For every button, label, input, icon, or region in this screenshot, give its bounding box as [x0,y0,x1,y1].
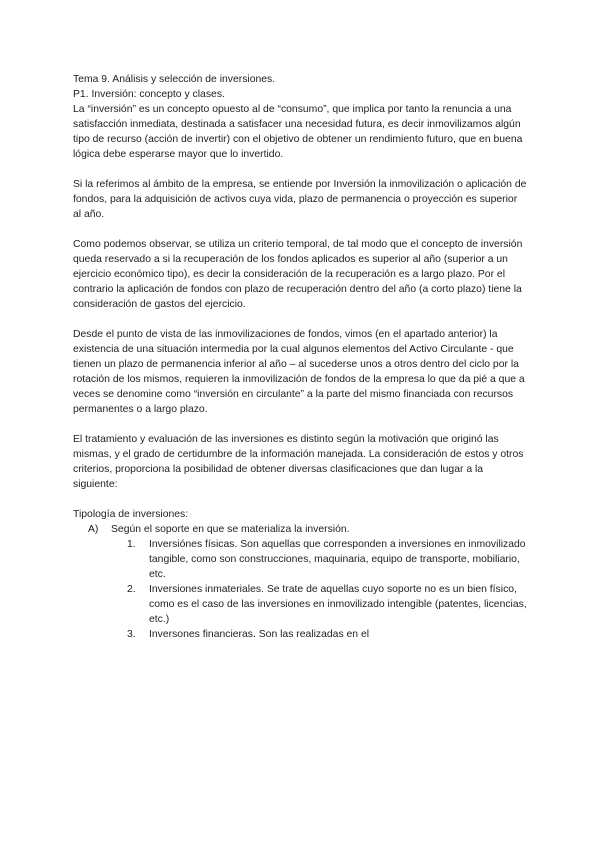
list-item [73,627,528,642]
paragraph: Desde el punto de vista de las inmovilizaciones de fondos, vimos (en el apartado anterior) la existencia de una situación intermedia por la cual algunos elementos del Activo Circulante - que tienen un plazo de permanencia inferior al año – al sucederse unos a otros dentro del ciclo por la rotación de los mismos, requieren la inmovilización de fondos de la empresa lo que da pié a que a veces se denomine como “inversión en circulante” a la parte del mismo financiada con recursos permanentes o a largo plazo. [73,329,525,415]
paragraph: El tratamiento y evaluación de las inversiones es distinto según la motivación que originó las mismas, y el grado de certidumbre de la información manejada. La consideración de estos y otros criterios, proporciona la posibilidad de obtener diversas clasificaciones que dan lugar a la siguiente: [73,434,524,490]
list-item [73,537,528,582]
typology-list [73,522,528,537]
list-item [73,522,528,537]
list-item-text: Inversones financieras. Son las realizadas en el [149,629,370,640]
paragraph: Como podemos observar, se utiliza un criterio temporal, de tal modo que el concepto de inversión queda reservado a si la recuperación de los fondos aplicados es superior al año (superior a un ejercicio económico tipo), es decir la consideración de la recuperación es a largo plazo. Por el contrario la aplicación de fondos con plazo de recuperación dentro del año (a corto plazo) tiene la consideración de gastos del ejercicio. [73,239,523,310]
list-item [73,582,528,627]
document-body [73,72,528,642]
list-item-text: Inversiónes físicas. Son aquellas que corresponden a inversiones en inmovilizado tangible, como son construcciones, maquinaria, equipo de transporte, mobiliario, etc. [149,539,526,580]
paragraph: Si la referimos al ámbito de la empresa, se entiende por Inversión la inmovilización o aplicación de fondos, para la adquisición de activos cuya vida, plazo de permanencia o proyección es superior al año. [73,179,527,220]
list-marker: 1. [127,539,136,550]
numbered-list [73,537,528,642]
list-marker: 3. [127,629,136,640]
section-subtitle: P1. Inversión: concepto y clases. [73,89,225,100]
list-item-text: Según el soporte en que se materializa la inversión. [111,524,350,535]
paragraph: La “inversión” es un concepto opuesto al de “consumo”, que implica por tanto la renuncia a una satisfacción inmediata, destinada a satisfacer una necesidad futura, es decir inmovilizamos algún tipo de recurso (acción de invertir) con el objetivo de obtener un rendimiento futuro, que en buena lógica debe esperarse mayor que lo invertido. [73,104,523,160]
list-item-text: Inversiones inmateriales. Se trate de aquellas cuyo soporte no es un bien físico, como es el caso de las inversiones en inmovilizado intengible (patentes, licencias, etc.) [149,584,527,625]
typology-title: Tipología de inversiones: [73,509,189,520]
page-title: Tema 9. Análisis y selección de inversiones. [73,74,276,85]
list-marker: A) [88,524,99,535]
list-marker: 2. [127,584,136,595]
